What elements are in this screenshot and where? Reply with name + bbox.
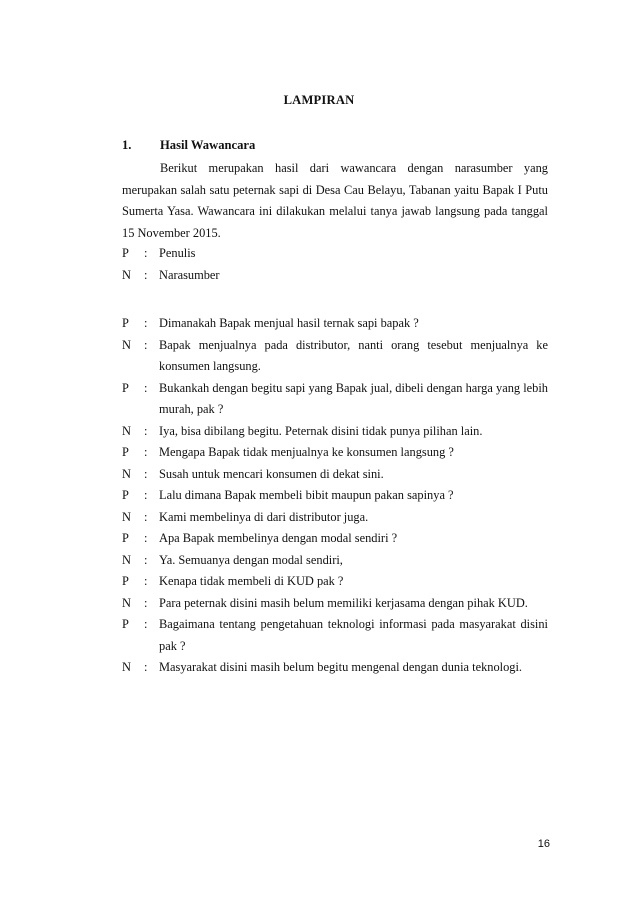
speaker-code: P — [122, 574, 129, 588]
colon: : — [144, 617, 148, 631]
dialog-text: Bukankah dengan begitu sapi yang Bapak jual, dibeli dengan harga yang lebih murah, pak ? — [159, 380, 548, 416]
dialog-line — [122, 571, 548, 593]
page-number: 16 — [537, 838, 550, 850]
dialog-text: Lalu dimana Bapak membeli bibit maupun pakan sapinya ? — [159, 488, 454, 502]
dialog-text: Kami membelinya di dari distributor juga. — [159, 509, 369, 524]
dialog-line — [122, 614, 548, 657]
dialog-line — [122, 507, 548, 529]
section-heading — [122, 138, 255, 153]
dialog-text: Susah untuk mencari konsumen di dekat sini. — [159, 466, 384, 481]
speaker-code: N — [122, 423, 131, 438]
colon: : — [144, 595, 148, 610]
dialog-line — [122, 485, 548, 507]
speaker-code: P — [122, 246, 129, 260]
speaker-code: P — [122, 316, 129, 330]
dialog-line — [122, 593, 548, 615]
colon: : — [144, 337, 148, 352]
page-title: LAMPIRAN — [283, 93, 355, 107]
colon: : — [144, 445, 148, 459]
dialog-line — [122, 335, 548, 378]
speaker-code: N — [122, 509, 131, 524]
dialog-text: Ya. Semuanya dengan modal sendiri, — [159, 552, 343, 567]
dialog-text: Mengapa Bapak tidak menjualnya ke konsumen langsung ? — [159, 445, 454, 459]
speaker-code: P — [122, 617, 129, 631]
speaker-code: N — [122, 660, 131, 674]
speaker-description: Narasumber — [159, 267, 220, 282]
dialog-text: Para peternak disini masih belum memiliki kerjasama dengan pihak KUD. — [159, 595, 528, 610]
dialog-text: Iya, bisa dibilang begitu. Peternak disini tidak punya pilihan lain. — [159, 423, 483, 438]
colon: : — [144, 509, 148, 524]
speaker-description: Penulis — [159, 246, 196, 260]
section-number: 1. — [122, 138, 132, 152]
dialog-text: Dimanakah Bapak menjual hasil ternak sapi bapak ? — [159, 316, 419, 330]
speaker-code: N — [122, 267, 131, 282]
colon: : — [144, 380, 148, 395]
dialog-text: Bapak menjualnya pada distributor, nanti orang tesebut menjualnya ke konsumen langsung. — [159, 337, 548, 373]
dialog-text: Masyarakat disini masih belum begitu mengenal dengan dunia teknologi. — [159, 660, 523, 674]
speaker-code: P — [122, 531, 129, 545]
dialog-line — [122, 421, 548, 443]
speaker-legend — [122, 243, 548, 286]
colon: : — [144, 552, 148, 567]
intro-paragraph: Berikut merupakan hasil dari wawancara dengan narasumber yang merupakan salah satu peternak sapi di Desa Cau Belayu, Tabanan yaitu Bapak I Putu Sumerta Yasa. Wawancara ini dilakukan melalui tanya jawab langsung pada tanggal 15 November 2015. — [122, 161, 548, 240]
section-title: Hasil Wawancara — [160, 138, 256, 152]
dialog-line — [122, 464, 548, 486]
speaker-code: N — [122, 595, 131, 610]
legend-row — [122, 265, 548, 287]
speaker-code: N — [122, 337, 131, 352]
colon: : — [144, 246, 148, 260]
speaker-code: N — [122, 466, 131, 481]
speaker-code: P — [122, 488, 129, 502]
speaker-code: P — [122, 380, 129, 395]
dialog-line — [122, 442, 548, 464]
colon: : — [144, 488, 148, 502]
dialog-line — [122, 657, 548, 679]
dialog-line — [122, 378, 548, 421]
speaker-code: P — [122, 445, 129, 459]
colon: : — [144, 316, 148, 330]
legend-row — [122, 243, 548, 265]
dialog-line — [122, 528, 548, 550]
colon: : — [144, 574, 148, 588]
dialog-text: Kenapa tidak membeli di KUD pak ? — [159, 574, 344, 588]
dialog-line — [122, 313, 548, 335]
speaker-code: N — [122, 552, 131, 567]
colon: : — [144, 531, 148, 545]
dialog-text: Apa Bapak membelinya dengan modal sendiri ? — [159, 531, 398, 545]
dialog-text: Bagaimana tentang pengetahuan teknologi informasi pada masyarakat disini pak ? — [159, 617, 548, 653]
colon: : — [144, 423, 148, 438]
interview-dialog — [122, 313, 548, 679]
dialog-line — [122, 550, 548, 572]
colon: : — [144, 267, 148, 282]
colon: : — [144, 466, 148, 481]
colon: : — [144, 660, 148, 674]
